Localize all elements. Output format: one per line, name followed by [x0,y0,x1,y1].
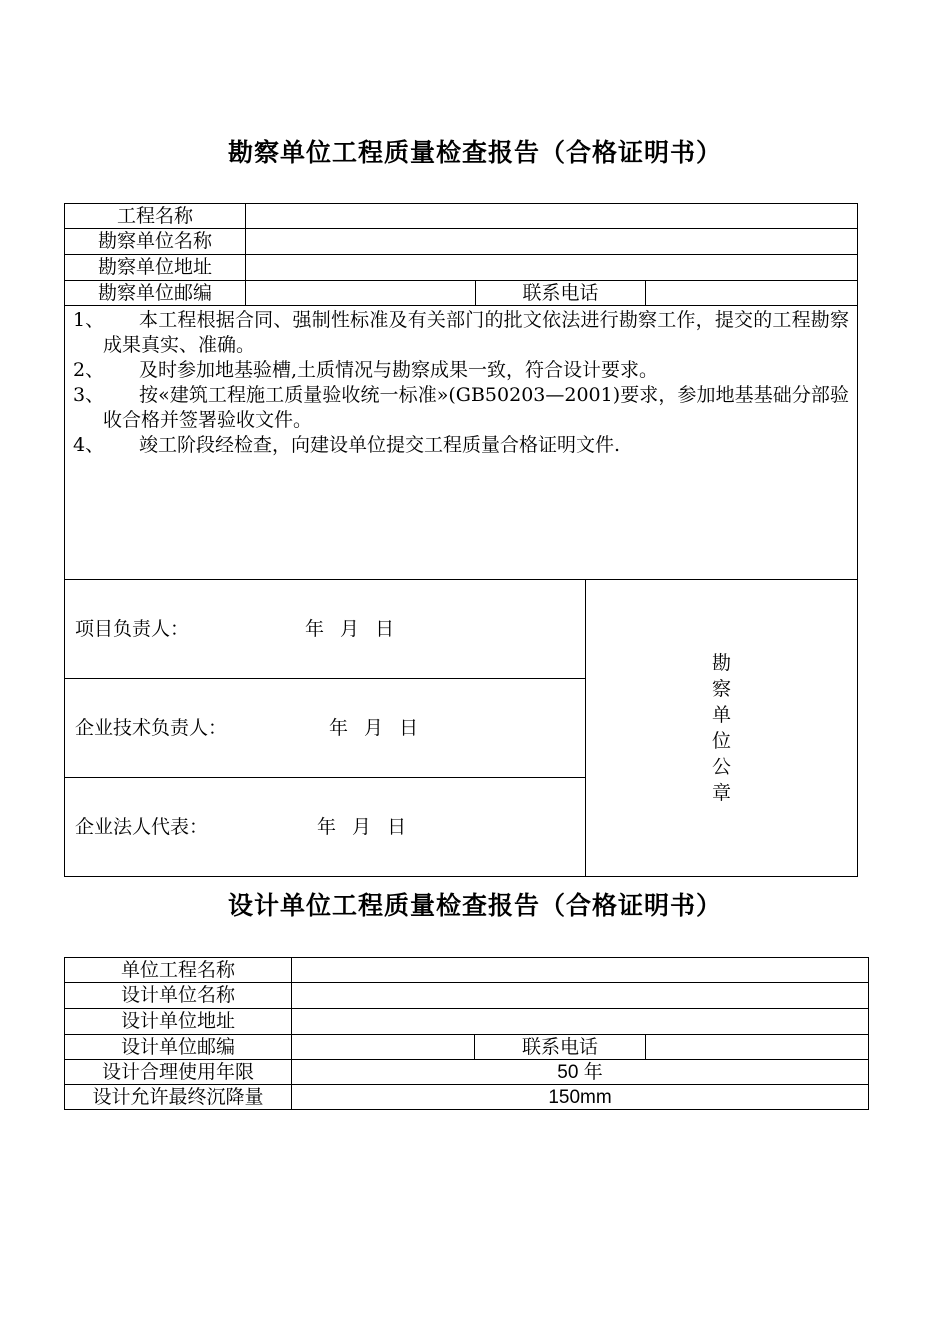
design-report-title: 设计单位工程质量检查报告（合格证明书） [227,891,722,920]
design-unit-name-label: 设计单位名称 [65,983,292,1009]
table-row [65,580,858,679]
signature-date: 年 月 日 [317,815,407,838]
note-text: 按«建筑工程施工质量验收统一标准»(GB50203—2001)要求，参加地基基础分部验收合格并签署验收文件。 [103,384,849,431]
note-item [73,308,849,358]
table-row [65,1060,869,1085]
note-number: 2、 [73,359,105,381]
project-leader-signature[interactable] [65,580,586,679]
seal-char: 察 [711,678,731,700]
survey-unit-postcode-label: 勘察单位邮编 [65,281,246,306]
seal-char: 位 [711,730,731,752]
design-unit-address-label: 设计单位地址 [65,1009,292,1035]
table-row [65,255,858,281]
settlement-value: 150mm [292,1085,869,1110]
seal-char: 章 [711,782,731,804]
legal-representative-signature[interactable] [65,778,586,877]
survey-notes [65,306,858,580]
note-text: 竣工阶段经检查，向建设单位提交工程质量合格证明文件. [139,434,621,456]
table-row [65,229,858,255]
seal-char: 单 [711,704,731,726]
signature-date: 年 月 日 [305,617,395,640]
table-row [65,983,869,1009]
design-unit-postcode-value[interactable] [292,1035,475,1060]
technical-leader-signature[interactable] [65,679,586,778]
survey-unit-address-value[interactable] [246,255,858,281]
survey-unit-postcode-value[interactable] [246,281,476,306]
design-unit-postcode-label: 设计单位邮编 [65,1035,292,1060]
survey-unit-name-value[interactable] [246,229,858,255]
signature-role: 企业技术负责人： [75,716,228,739]
signature-role: 项目负责人： [75,617,190,640]
design-project-name-value[interactable] [292,958,869,983]
table-row [65,1085,869,1110]
survey-unit-name-label: 勘察单位名称 [65,229,246,255]
design-phone-value[interactable] [646,1035,869,1060]
survey-phone-label: 联系电话 [476,281,646,306]
table-row [65,281,858,306]
table-row [65,958,869,983]
seal-char: 勘 [711,652,731,674]
survey-unit-address-label: 勘察单位地址 [65,255,246,281]
table-row [65,306,858,580]
survey-phone-value[interactable] [646,281,858,306]
note-number: 4、 [73,434,105,456]
signature-role: 企业法人代表： [75,815,209,838]
note-number: 3、 [73,384,105,406]
table-row [65,1009,869,1035]
note-item [73,433,849,458]
note-text: 及时参加地基验槽,土质情况与勘察成果一致，符合设计要求。 [139,359,659,381]
design-report-table [64,957,869,1110]
signature-date: 年 月 日 [329,716,419,739]
design-unit-address-value[interactable] [292,1009,869,1035]
note-item [73,383,849,433]
project-name-value[interactable] [246,204,858,229]
table-row [65,1035,869,1060]
survey-unit-seal [586,580,858,877]
design-phone-label: 联系电话 [475,1035,646,1060]
service-life-value: 50 年 [292,1060,869,1085]
note-item [73,358,849,383]
survey-report-table [64,203,858,877]
settlement-label: 设计允许最终沉降量 [65,1085,292,1110]
note-number: 1、 [73,309,105,331]
table-row [65,204,858,229]
project-name-label: 工程名称 [65,204,246,229]
design-project-name-label: 单位工程名称 [65,958,292,983]
survey-report-title: 勘察单位工程质量检查报告（合格证明书） [227,138,722,167]
seal-char: 公 [711,756,731,778]
design-unit-name-value[interactable] [292,983,869,1009]
note-text: 本工程根据合同、强制性标准及有关部门的批文依法进行勘察工作，提交的工程勘察成果真实、准确。 [103,309,849,356]
service-life-label: 设计合理使用年限 [65,1060,292,1085]
